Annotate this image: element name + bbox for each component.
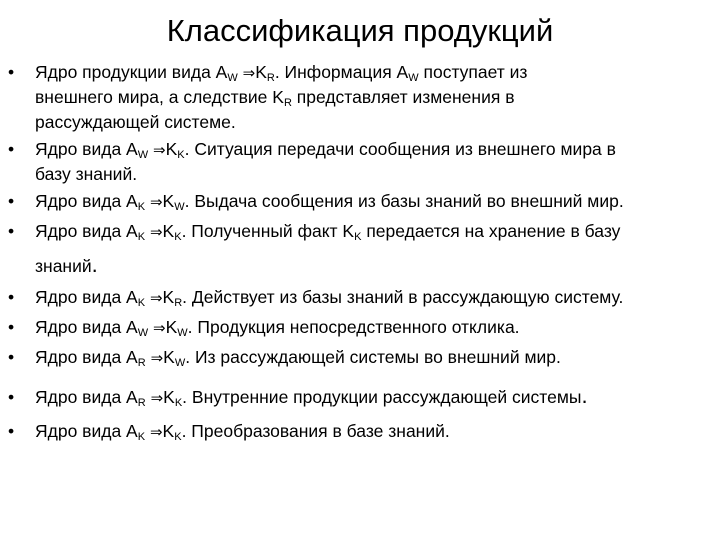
bullet-marker: • xyxy=(8,347,15,367)
list-item-text: знаний. xyxy=(35,252,98,277)
list-item-text: Ядро вида $A_W$ $\Rightarrow K_K$. Ситуация передачи сообщения из внешнего мира в xyxy=(35,139,616,161)
bullet-marker: • xyxy=(8,421,15,441)
list-item-text: Ядро вида $A_K$ $\Rightarrow K_R$. Действует из базы знаний в рассуждающую систему. xyxy=(35,287,624,309)
bullet-marker: • xyxy=(8,287,15,307)
list-item-text: Ядро вида $A_K$ $\Rightarrow K_W$. Выдача сообщения из базы знаний во внешний мир. xyxy=(35,191,624,213)
slide-title: Классификация продукций xyxy=(166,13,554,48)
bullet-marker: • xyxy=(8,317,15,337)
list-item-text: базу знаний. xyxy=(35,164,138,184)
list-item-text: Ядро вида $A_K$ $\Rightarrow K_K$. Полученный факт $K_K$ передается на хранение в базу xyxy=(35,221,621,243)
list-item-text: Ядро вида $A_W$ $\Rightarrow K_W$. Продукция непосредственного отклика. xyxy=(35,317,520,339)
bullet-marker: • xyxy=(8,221,15,241)
bullet-marker: • xyxy=(8,387,15,407)
list-item-text: внешнего мира, а следствие $K_R$ представляет изменения в xyxy=(35,87,515,109)
list-item-text: Ядро продукции вида $A_W$ $\Rightarrow K_R$. Информация $A_W$ поступает из xyxy=(35,62,528,84)
list-item-text: Ядро вида $A_K$ $\Rightarrow K_K$. Преобразования в базе знаний. xyxy=(35,421,450,443)
bullet-marker: • xyxy=(8,139,15,159)
list-item-text: рассуждающей системе. xyxy=(35,112,236,132)
list-item-text: Ядро вида $A_R$ $\Rightarrow K_K$. Внутренние продукции рассуждающей системы. xyxy=(35,383,588,409)
list-item-text: Ядро вида $A_R$ $\Rightarrow K_W$. Из рассуждающей системы во внешний мир. xyxy=(35,347,561,369)
bullet-marker: • xyxy=(8,62,15,82)
bullet-marker: • xyxy=(8,191,15,211)
